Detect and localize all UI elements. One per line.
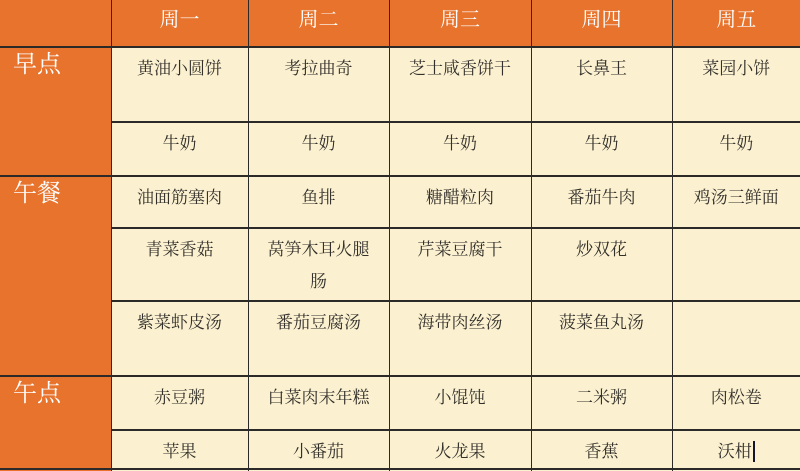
text-cursor xyxy=(753,441,755,462)
cell-text: 香蕉 xyxy=(584,442,619,461)
meal-label-breakfast[interactable] xyxy=(0,47,111,176)
cell-text: 午点 xyxy=(13,381,61,407)
cell-text: 牛奶 xyxy=(719,134,754,153)
menu-cell[interactable] xyxy=(672,47,800,122)
day-header-tuesday[interactable] xyxy=(248,0,389,47)
menu-cell[interactable] xyxy=(389,301,531,376)
cell-text: 苹果 xyxy=(162,442,197,461)
table-row xyxy=(0,0,800,47)
cell-text: 青菜香菇 xyxy=(145,240,214,259)
cell-text: 番茄豆腐汤 xyxy=(276,313,361,332)
cell-text: 牛奶 xyxy=(162,134,197,153)
cell-text: 紫菜虾皮汤 xyxy=(137,313,222,332)
menu-cell[interactable] xyxy=(389,47,531,122)
table-row xyxy=(0,176,800,228)
cell-text: 沃柑 xyxy=(717,442,752,461)
cell-text: 小番茄 xyxy=(293,442,344,461)
cell-text: 长鼻王 xyxy=(576,59,627,78)
menu-cell[interactable] xyxy=(248,301,389,376)
menu-cell-with-cursor[interactable] xyxy=(672,430,800,469)
cell-text: 火龙果 xyxy=(434,442,486,461)
table-row xyxy=(0,122,800,176)
cell-text: 考拉曲奇 xyxy=(284,59,353,78)
cell-text: 周三 xyxy=(440,9,480,31)
cell-text: 番茄牛肉 xyxy=(567,188,636,207)
menu-cell[interactable] xyxy=(111,376,248,430)
menu-cell[interactable] xyxy=(531,376,672,430)
cell-text: 鱼排 xyxy=(301,188,336,207)
cell-text: 牛奶 xyxy=(443,134,477,153)
cell-text: 菠菜鱼丸汤 xyxy=(559,313,644,332)
cell-text: 牛奶 xyxy=(584,134,619,153)
day-header-wednesday[interactable] xyxy=(389,0,531,47)
menu-cell[interactable] xyxy=(531,122,672,176)
menu-cell[interactable] xyxy=(389,430,531,469)
menu-cell[interactable] xyxy=(672,376,800,430)
day-header-monday[interactable] xyxy=(111,0,248,47)
cell-text: 炒双花 xyxy=(576,240,627,259)
cell-text: 白菜肉末年糕 xyxy=(267,388,370,407)
cell-text: 午餐 xyxy=(13,181,61,207)
cell-text: 周五 xyxy=(716,9,757,31)
cell-text: 周四 xyxy=(581,9,622,31)
menu-cell[interactable] xyxy=(111,176,248,228)
cell-text: 鸡汤三鲜面 xyxy=(693,188,779,207)
cell-text: 海带肉丝汤 xyxy=(417,313,503,332)
table-row xyxy=(0,47,800,122)
menu-cell[interactable] xyxy=(111,301,248,376)
day-header-thursday[interactable] xyxy=(531,0,672,47)
day-header-friday[interactable] xyxy=(672,0,800,47)
cell-text: 芹菜豆腐干 xyxy=(417,240,503,259)
menu-cell[interactable] xyxy=(248,430,389,469)
menu-cell[interactable] xyxy=(111,430,248,469)
cell-text: 黄油小圆饼 xyxy=(137,59,222,78)
table-row xyxy=(0,430,800,469)
menu-cell[interactable] xyxy=(248,176,389,228)
cell-text: 牛奶 xyxy=(301,134,336,153)
menu-cell[interactable] xyxy=(389,176,531,228)
cell-text: 小馄饨 xyxy=(434,388,486,407)
cell-text: 二米粥 xyxy=(576,388,627,407)
menu-cell[interactable] xyxy=(248,376,389,430)
menu-cell[interactable] xyxy=(111,122,248,176)
table-row xyxy=(0,376,800,430)
cell-text: 菜园小饼 xyxy=(702,59,771,78)
cell-text: 糖醋粒肉 xyxy=(426,188,494,207)
cell-text: 赤豆粥 xyxy=(154,388,205,407)
menu-cell[interactable] xyxy=(248,228,389,301)
menu-cell[interactable] xyxy=(531,176,672,228)
menu-cell[interactable] xyxy=(248,122,389,176)
table-row xyxy=(0,301,800,376)
menu-cell[interactable] xyxy=(531,47,672,122)
cell-text: 油面筋塞肉 xyxy=(137,188,222,207)
menu-cell[interactable] xyxy=(531,430,672,469)
menu-cell[interactable] xyxy=(672,176,800,228)
cell-text: 周一 xyxy=(159,9,200,31)
table-row xyxy=(0,228,800,301)
meal-label-lunch[interactable] xyxy=(0,176,111,376)
cell-text: 肉松卷 xyxy=(710,388,762,407)
menu-cell[interactable] xyxy=(389,228,531,301)
menu-cell[interactable] xyxy=(389,122,531,176)
corner-cell[interactable] xyxy=(0,0,111,47)
menu-cell[interactable] xyxy=(531,301,672,376)
cell-text: 周二 xyxy=(298,9,339,31)
cell-text: 早点 xyxy=(13,52,61,78)
menu-cell[interactable] xyxy=(111,47,248,122)
menu-cell[interactable] xyxy=(531,228,672,301)
menu-cell[interactable] xyxy=(672,228,800,301)
menu-cell[interactable] xyxy=(248,47,389,122)
menu-cell[interactable] xyxy=(111,228,248,301)
menu-cell[interactable] xyxy=(672,301,800,376)
menu-cell[interactable] xyxy=(672,122,800,176)
cell-text: 莴笋木耳火腿肠 xyxy=(267,240,370,291)
meal-label-snack[interactable] xyxy=(0,376,111,469)
cell-text: 芝士咸香饼干 xyxy=(409,59,511,78)
menu-cell[interactable] xyxy=(389,376,531,430)
